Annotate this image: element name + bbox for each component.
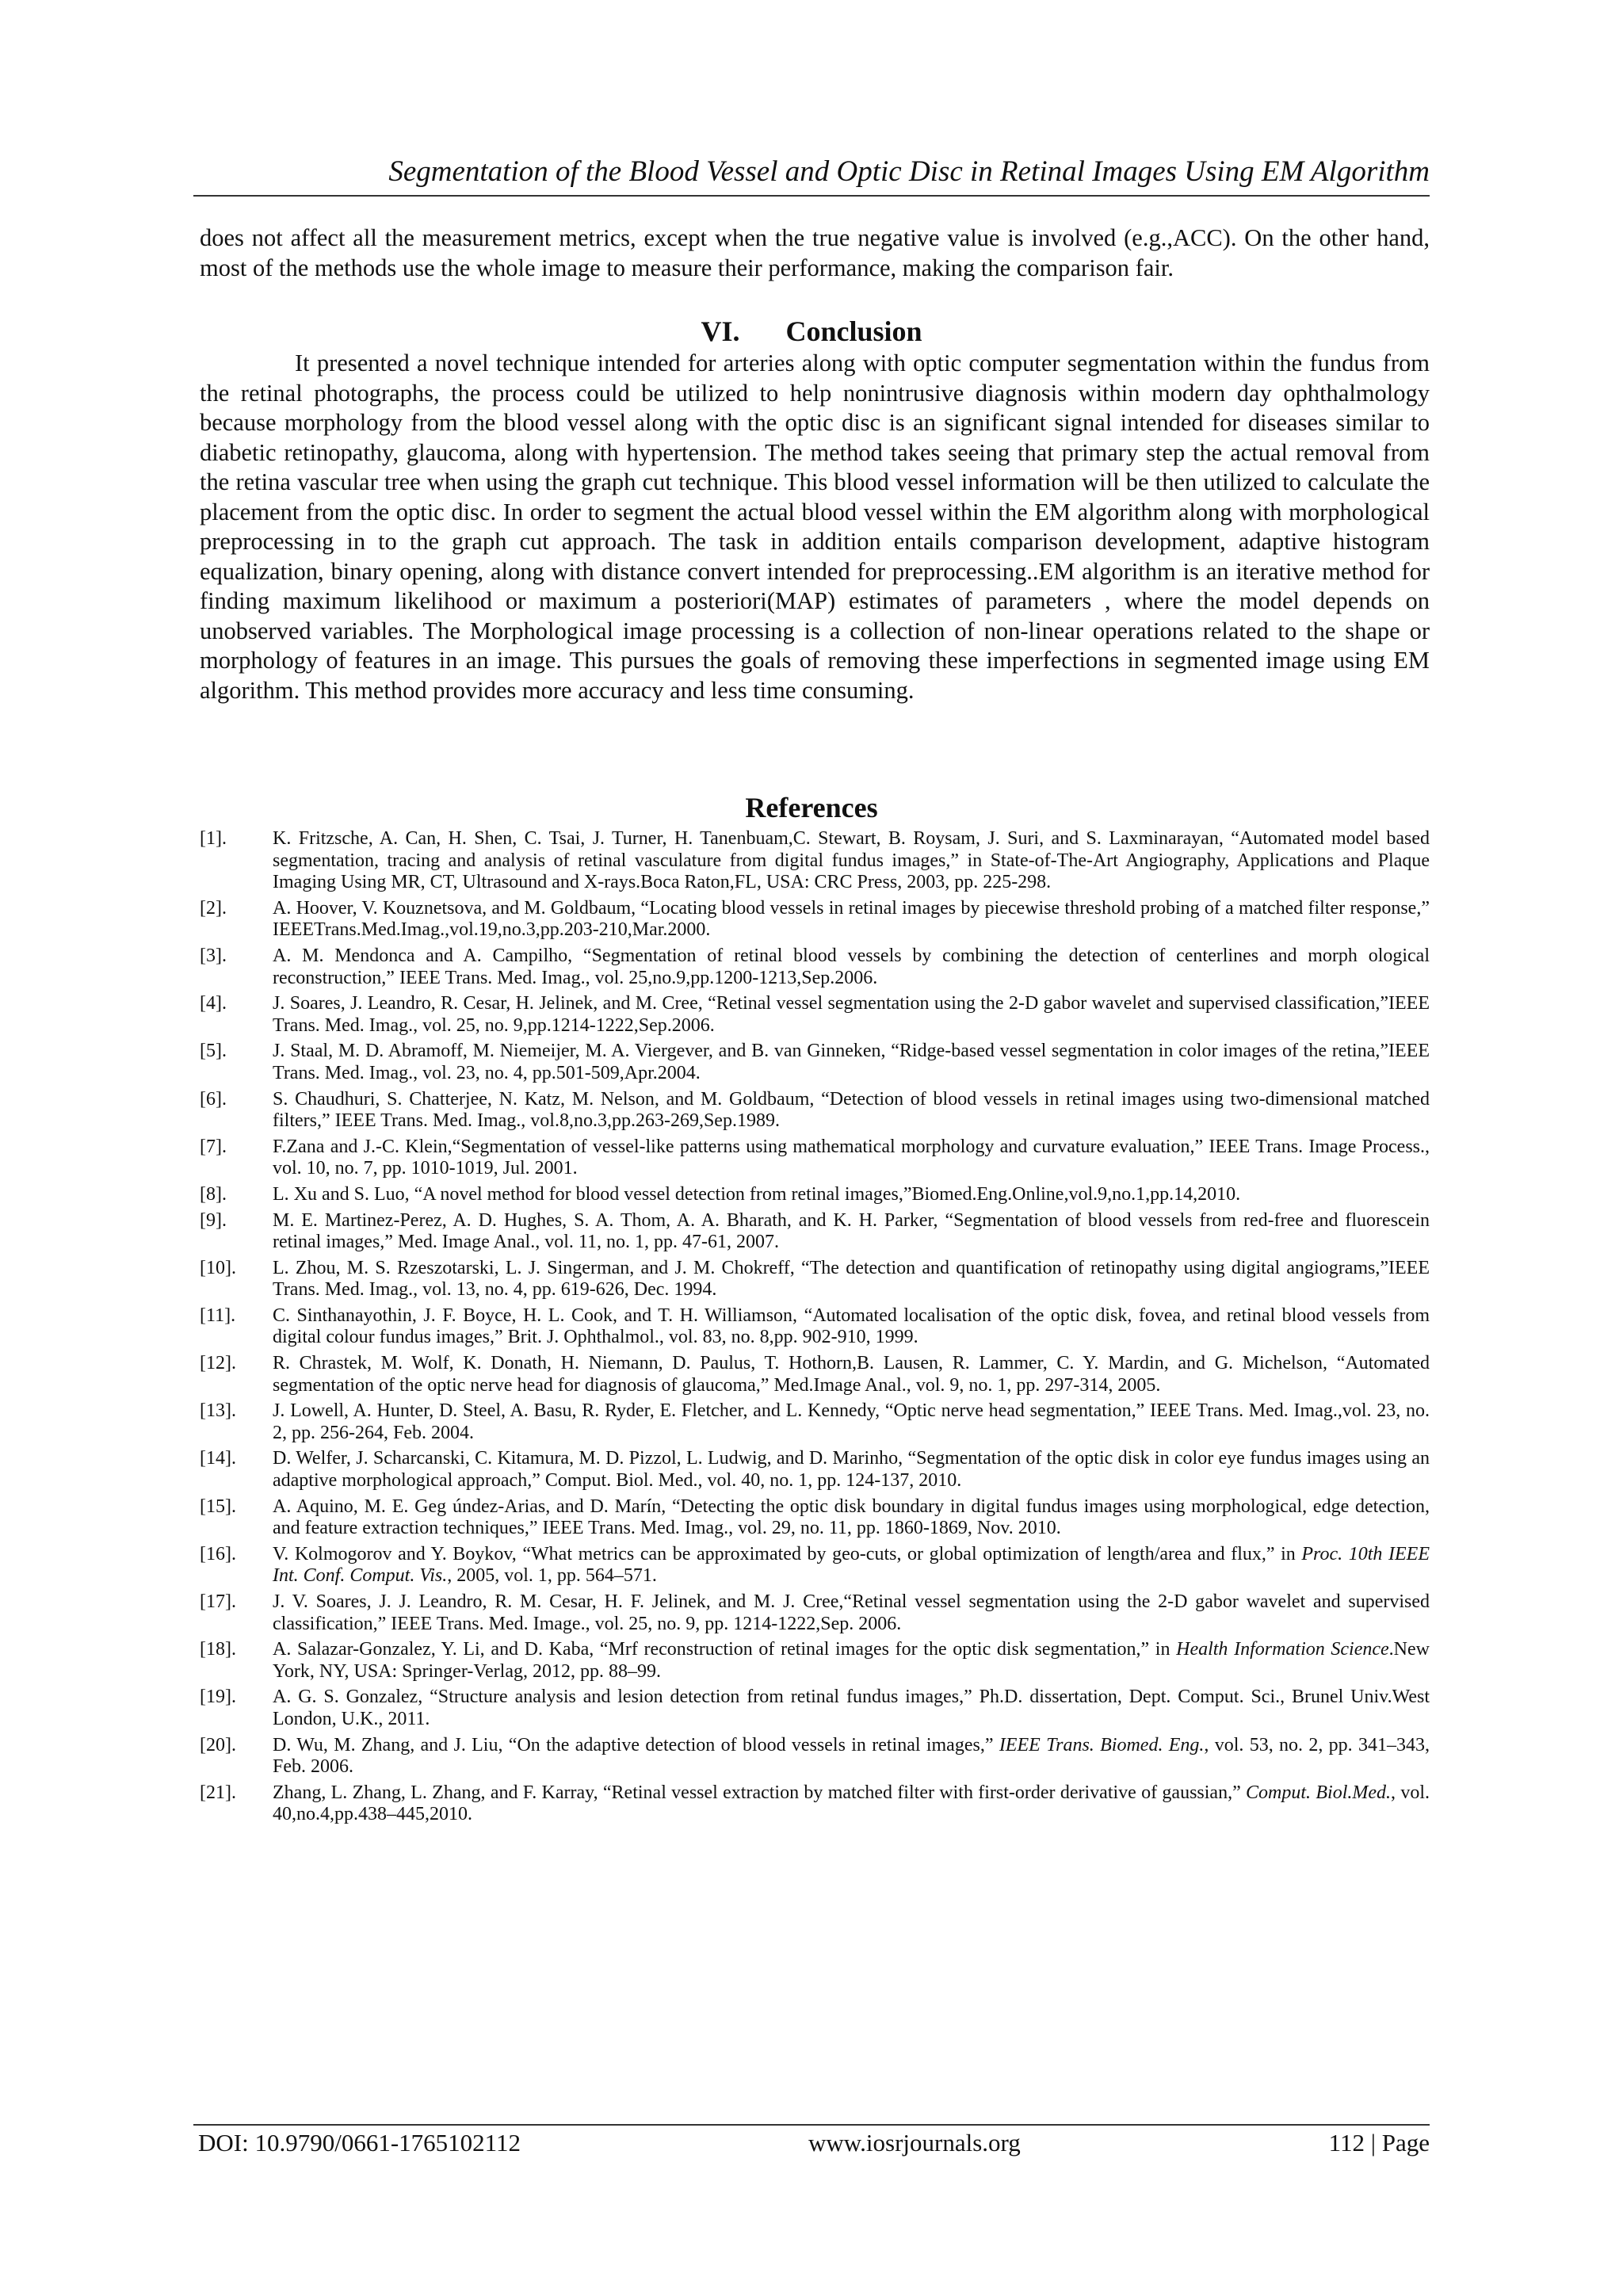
reference-details: , 2005, vol. 1, pp. 564–571. bbox=[447, 1565, 657, 1587]
reference-item bbox=[200, 828, 1430, 894]
reference-text: C. Sinthanayothin, J. F. Boyce, H. L. Cook, and T. H. Williamson, “Automated localisation of the optic disk, fovea, and retinal blood vessels from digital colour fundus images,” Brit. J. Ophthalmol., vol. 83, no. 8,pp. 902-910, 1999. bbox=[273, 1305, 1430, 1348]
reference-number: [12]. bbox=[200, 1353, 236, 1374]
reference-text: V. Kolmogorov and Y. Boykov, “What metrics can be approximated by geo-cuts, or global optimization of length/area and flux,” in bbox=[273, 1543, 1302, 1564]
intro-paragraph: does not affect all the measurement metrics, except when the true negative value is involved (e.g.,ACC). On the other hand, most of the methods use the whole image to measure their performance, making the comparison fair. bbox=[200, 224, 1430, 281]
reference-number: [18]. bbox=[200, 1639, 236, 1660]
reference-number: [1]. bbox=[200, 828, 227, 849]
reference-number: [11]. bbox=[200, 1305, 236, 1326]
reference-text: J. Soares, J. Leandro, R. Cesar, H. Jelinek, and M. Cree, “Retinal vessel segmentation using the 2-D gabor wavelet and supervised classification,”IEEE Trans. Med. Imag., vol. 25, no. 9,pp.1214-1222,Sep.2006. bbox=[273, 993, 1430, 1036]
reference-text: A. G. S. Gonzalez, “Structure analysis and lesion detection from retinal fundus images,” Ph.D. dissertation, Dept. Comput. Sci., Brunel Univ.West London, U.K., 2011. bbox=[273, 1687, 1430, 1729]
reference-item bbox=[200, 1184, 1430, 1206]
reference-number: [14]. bbox=[200, 1448, 236, 1469]
reference-text: A. Aquino, M. E. Geg úndez-Arias, and D. Marín, “Detecting the optic disk boundary in digital fundus images using morphological, edge detection, and feature extraction techniques,” IEEE Trans. Med. Imag., vol. 29, no. 11, pp. 1860-1869, Nov. 2010. bbox=[273, 1496, 1430, 1539]
reference-text: A. Hoover, V. Kouznetsova, and M. Goldbaum, “Locating blood vessels in retinal images by piecewise threshold probing of a matched filter response,” IEEETrans.Med.Imag.,vol.19,no.3,pp.203-210,Mar.2000. bbox=[273, 897, 1430, 941]
page-footer bbox=[193, 2124, 1430, 2157]
running-header bbox=[193, 154, 1430, 197]
reference-number: [6]. bbox=[200, 1088, 227, 1110]
reference-number: [8]. bbox=[200, 1183, 227, 1205]
reference-text: A. M. Mendonca and A. Campilho, “Segmentation of retinal blood vessels by combining the detection of centerlines and morph ological reconstruction,” IEEE Trans. Med. Imag., vol. 25,no.9,pp.1200-1213,Sep.2006. bbox=[273, 945, 1430, 988]
section-title: Conclusion bbox=[785, 315, 922, 347]
reference-venue: IEEE Trans. Biomed. Eng. bbox=[999, 1734, 1205, 1755]
reference-text: F.Zana and J.-C. Klein,“Segmentation of vessel-like patterns using mathematical morphology and curvature evaluation,” IEEE Trans. Image Process., vol. 10, no. 7, pp. 1010-1019, Jul. 2001. bbox=[273, 1136, 1430, 1179]
reference-list bbox=[200, 828, 1430, 1830]
reference-number: [13]. bbox=[200, 1400, 236, 1422]
reference-venue: Proc. 10th IEEE Int. Conf. Comput. Vis. bbox=[273, 1543, 1430, 1587]
reference-item bbox=[200, 1687, 1430, 1730]
reference-number: [2]. bbox=[200, 897, 227, 919]
reference-item bbox=[200, 1400, 1430, 1444]
footer-website: www.iosrjournals.org bbox=[808, 2129, 1021, 2157]
reference-item bbox=[200, 1448, 1430, 1492]
reference-item bbox=[200, 1137, 1430, 1180]
running-title: Segmentation of the Blood Vessel and Optic Disc in Retinal Images Using EM Algorithm bbox=[388, 155, 1430, 188]
reference-text: J. V. Soares, J. J. Leandro, R. M. Cesar, H. F. Jelinek, and M. J. Cree,“Retinal vessel segmentation using the 2-D gabor wavelet and supervised classification,” IEEE Trans. Med. Image., vol. 25, no. 9, pp. 1214-1222,Sep. 2006. bbox=[273, 1591, 1430, 1634]
reference-number: [3]. bbox=[200, 945, 227, 966]
footer-doi: DOI: 10.9790/0661-1765102112 bbox=[198, 2129, 521, 2157]
section-number: VI. bbox=[701, 315, 740, 347]
footer-page-number: 112 | Page bbox=[1328, 2129, 1430, 2157]
reference-item bbox=[200, 1639, 1430, 1683]
reference-item bbox=[200, 1735, 1430, 1778]
reference-details: .New York, NY, USA: Springer-Verlag, 2012, pp. 88–99. bbox=[273, 1639, 1430, 1682]
reference-number: [5]. bbox=[200, 1041, 227, 1062]
reference-item bbox=[200, 1041, 1430, 1084]
reference-item bbox=[200, 1210, 1430, 1254]
references-heading: References bbox=[745, 792, 878, 823]
reference-text: D. Welfer, J. Scharcanski, C. Kitamura, M. D. Pizzol, L. Ludwig, and D. Marinho, “Segmentation of the optic disk in color eye fundus images using an adaptive morphological approach,” Comput. Biol. Med., vol. 40, no. 1, pp. 124-137, 2010. bbox=[273, 1448, 1430, 1492]
reference-number: [20]. bbox=[200, 1734, 236, 1755]
reference-text: K. Fritzsche, A. Can, H. Shen, C. Tsai, J. Turner, H. Tanenbuam,C. Stewart, B. Roysam, J. Suri, and S. Laxminarayan, “Automated model based segmentation, tracing and analysis of retinal vasculature from digital fundus images,” in State-of-The-Art Angiography, Applications and Plaque Imaging Using MR, CT, Ultrasound and X-rays.Boca Raton,FL, USA: CRC Press, 2003, pp. 225-298. bbox=[273, 828, 1430, 893]
reference-item bbox=[200, 1089, 1430, 1133]
reference-item bbox=[200, 946, 1430, 989]
reference-details: , vol. 40,no.4,pp.438–445,2010. bbox=[273, 1782, 1430, 1825]
reference-number: [21]. bbox=[200, 1782, 236, 1803]
reference-text: L. Zhou, M. S. Rzeszotarski, L. J. Singerman, and J. M. Chokreff, “The detection and quantification of retinopathy using digital angiograms,”IEEE Trans. Med. Imag., vol. 13, no. 4, pp. 619-626, Dec. 1994. bbox=[273, 1257, 1430, 1301]
section-heading bbox=[193, 315, 1430, 348]
reference-text: Zhang, L. Zhang, L. Zhang, and F. Karray, “Retinal vessel extraction by matched filter with first-order derivative of gaussian,” bbox=[273, 1782, 1247, 1803]
conclusion-paragraph: It presented a novel technique intended for arteries along with optic computer segmentation within the fundus from the retinal photographs, the process could be utilized to help nonintrusive diagnosis within modern day ophthalmology because morphology from the blood vessel along with the optic disc is an significant signal intended for diseases similar to diabetic retinopathy, glaucoma, along with hypertension. The method takes seeing that primary step the actual removal from the retina vascular tree when using the graph cut technique. This blood vessel information will be then utilized to calculate the placement from the optic disc. In order to segment the actual blood vessel within the EM algorithm along with morphological preprocessing in to the graph cut approach. The task in addition entails comparison development, adaptive histogram equalization, binary opening, along with distance convert intended for preprocessing..EM algorithm is an iterative method for finding maximum likelihood or maximum a posteriori(MAP) estimates of parameters , where the model depends on unobserved variables. The Morphological image processing is a collection of non-linear operations related to the shape or morphology of features in an image. This pursues the goals of removing these imperfections in segmented image using EM algorithm. This method provides more accuracy and less time consuming. bbox=[200, 350, 1430, 704]
reference-venue: Comput. Biol.Med. bbox=[1246, 1782, 1392, 1803]
reference-item bbox=[200, 1591, 1430, 1635]
reference-text: J. Lowell, A. Hunter, D. Steel, A. Basu, R. Ryder, E. Fletcher, and L. Kennedy, “Optic nerve head segmentation,” IEEE Trans. Med. Imag.,vol. 23, no. 2, pp. 256-264, Feb. 2004. bbox=[273, 1400, 1430, 1443]
reference-number: [9]. bbox=[200, 1209, 227, 1231]
reference-number: [7]. bbox=[200, 1136, 227, 1157]
reference-item bbox=[200, 1258, 1430, 1301]
reference-text: A. Salazar-Gonzalez, Y. Li, and D. Kaba, “Mrf reconstruction of retinal images for the optic disk segmentation,” in bbox=[273, 1639, 1177, 1660]
reference-venue: Health Information Science bbox=[1176, 1639, 1389, 1660]
reference-item bbox=[200, 1496, 1430, 1540]
reference-number: [4]. bbox=[200, 993, 227, 1014]
reference-number: [19]. bbox=[200, 1687, 236, 1708]
reference-text: J. Staal, M. D. Abramoff, M. Niemeijer, M. A. Viergever, and B. van Ginneken, “Ridge-based vessel segmentation in color images of the retina,”IEEE Trans. Med. Imag., vol. 23, no. 4, pp.501-509,Apr.2004. bbox=[273, 1041, 1430, 1083]
reference-text: S. Chaudhuri, S. Chatterjee, N. Katz, M. Nelson, and M. Goldbaum, “Detection of blood vessels in retinal images using two-dimensional matched filters,” IEEE Trans. Med. Imag., vol.8,no.3,pp.263-269,Sep.1989. bbox=[273, 1088, 1430, 1132]
reference-item bbox=[200, 1305, 1430, 1349]
reference-item bbox=[200, 1353, 1430, 1396]
reference-item bbox=[200, 1782, 1430, 1826]
reference-text: M. E. Martinez-Perez, A. D. Hughes, S. A. Thom, A. A. Bharath, and K. H. Parker, “Segmentation of blood vessels from red-free and fluorescein retinal images,” Med. Image Anal., vol. 11, no. 1, pp. 47-61, 2007. bbox=[273, 1209, 1430, 1253]
reference-number: [15]. bbox=[200, 1496, 236, 1517]
reference-number: [10]. bbox=[200, 1257, 236, 1278]
reference-text: D. Wu, M. Zhang, and J. Liu, “On the adaptive detection of blood vessels in retinal images,” bbox=[273, 1734, 999, 1755]
reference-text: L. Xu and S. Luo, “A novel method for blood vessel detection from retinal images,”Biomed.Eng.Online,vol.9,no.1,pp.14,2010. bbox=[273, 1183, 1241, 1205]
reference-text: R. Chrastek, M. Wolf, K. Donath, H. Niemann, D. Paulus, T. Hothorn,B. Lausen, R. Lammer, C. Y. Mardin, and G. Michelson, “Automated segmentation of the optic nerve head for diagnosis of glaucoma,” Med.Image Anal., vol. 9, no. 1, pp. 297-314, 2005. bbox=[273, 1353, 1430, 1396]
reference-number: [17]. bbox=[200, 1591, 236, 1612]
reference-details: , vol. 53, no. 2, pp. 341–343, Feb. 2006. bbox=[273, 1734, 1430, 1778]
reference-number: [16]. bbox=[200, 1543, 236, 1564]
reference-item bbox=[200, 898, 1430, 942]
reference-item bbox=[200, 1544, 1430, 1587]
reference-item bbox=[200, 993, 1430, 1037]
